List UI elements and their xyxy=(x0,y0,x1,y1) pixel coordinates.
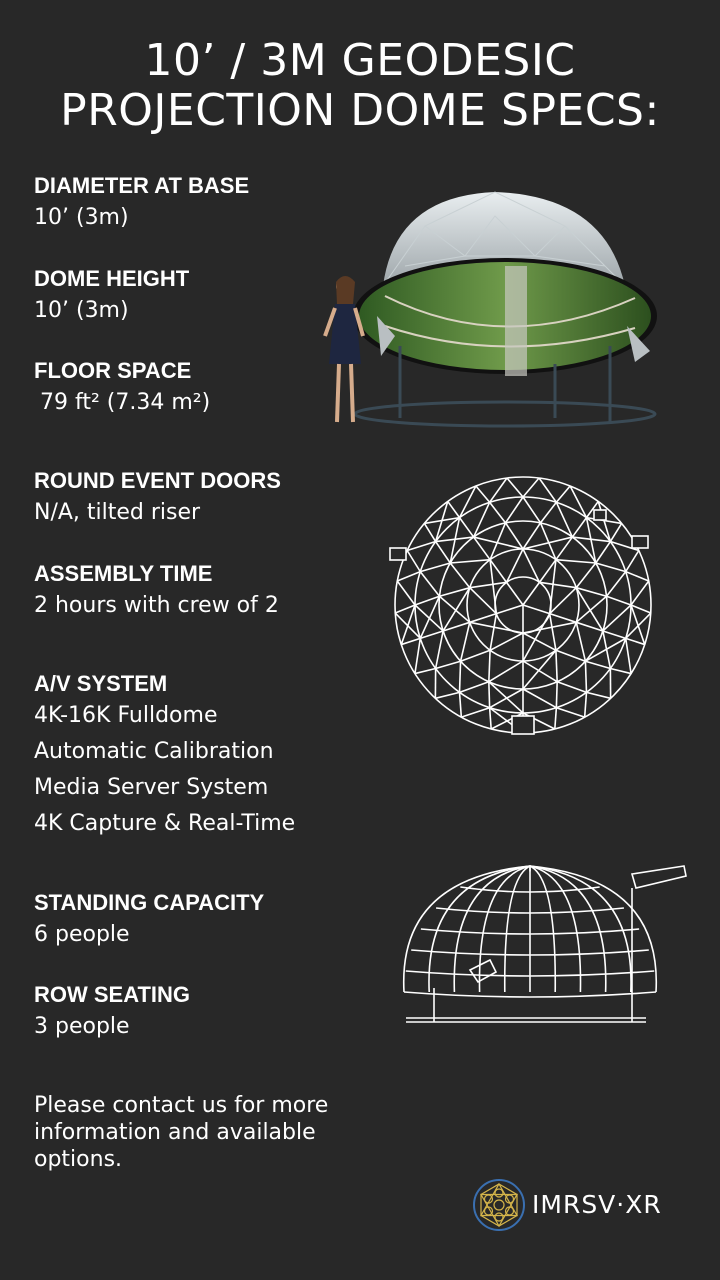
contact-text: Please contact us for more information and available options. xyxy=(34,1093,329,1172)
brand-logo xyxy=(472,1176,672,1232)
spec-value: 10’ (3m) xyxy=(34,205,129,230)
spec-label: FLOOR SPACE xyxy=(34,358,192,383)
spec-value: 10’ (3m) xyxy=(34,298,129,323)
spec-height xyxy=(34,265,189,329)
av-item: Media Server System xyxy=(34,775,269,800)
person-figure xyxy=(325,276,363,422)
title-line-2: PROJECTION DOME SPECS: xyxy=(60,85,660,136)
spec-label: DIAMETER AT BASE xyxy=(34,173,250,198)
spec-av-system xyxy=(34,670,295,842)
brand-name: IMRSV·XR xyxy=(532,1190,662,1219)
spec-label: ASSEMBLY TIME xyxy=(34,561,213,586)
spec-floor-space xyxy=(34,357,210,421)
title-line-1: 10’ / 3M GEODESIC xyxy=(144,35,576,86)
spec-seating xyxy=(34,981,190,1045)
spec-value: N/A, tilted riser xyxy=(34,500,201,525)
spec-value: 79 ft² (7.34 m²) xyxy=(40,390,211,415)
spec-label: DOME HEIGHT xyxy=(34,266,190,291)
av-item: Automatic Calibration xyxy=(34,739,274,764)
page-title xyxy=(0,36,720,136)
dome-top-view-wireframe xyxy=(388,470,658,740)
spec-label: ROUND EVENT DOORS xyxy=(34,468,281,493)
spec-diameter xyxy=(34,172,249,236)
spec-value: 3 people xyxy=(34,1014,130,1039)
av-item: 4K Capture & Real-Time xyxy=(34,811,296,836)
spec-label: STANDING CAPACITY xyxy=(34,890,265,915)
spec-value: 2 hours with crew of 2 xyxy=(34,593,279,618)
spec-value: 6 people xyxy=(34,922,130,947)
spec-doors xyxy=(34,467,281,531)
spec-standing xyxy=(34,889,264,953)
spec-label: ROW SEATING xyxy=(34,982,191,1007)
metatron-cube-icon xyxy=(472,1178,526,1232)
spec-label: A/V SYSTEM xyxy=(34,671,168,696)
av-item: 4K-16K Fulldome xyxy=(34,703,218,728)
dome-photo xyxy=(305,186,665,436)
dome-side-view-wireframe xyxy=(400,792,690,1032)
spec-assembly xyxy=(34,560,279,624)
